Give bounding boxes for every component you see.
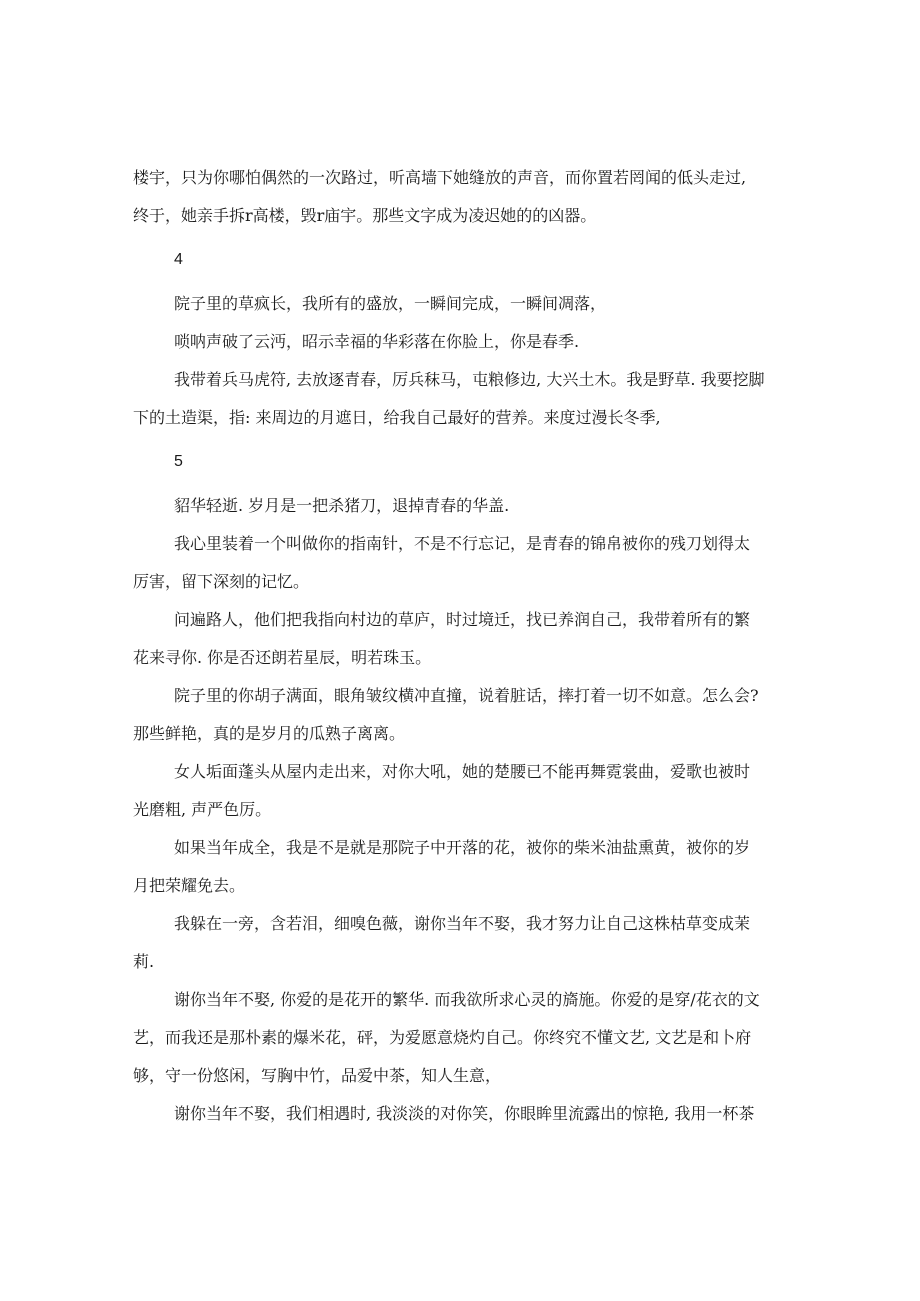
section-number-4: 4	[174, 251, 183, 268]
paragraph-line: 我带着兵马虎符, 去放逐青春，厉兵秣马，屯粮修边, 大兴土木。我是野草. 我要挖脚	[174, 370, 765, 389]
paragraph-line: 我心里装着一个叫做你的指南针，不是不行忘记，是青春的锦帛被你的残刀划得太	[174, 534, 751, 553]
section-number-5: 5	[174, 453, 183, 470]
body-text	[133, 159, 797, 1133]
paragraph-line: 艺，而我还是那朴素的爆米花，砰，为爱愿意烧灼自己。你终究不懂文艺, 文艺是和卜府	[133, 1028, 752, 1047]
paragraph-line: 够，守一份悠闲，写胸中竹，品爱中茶，知人生意，	[133, 1066, 502, 1085]
paragraph-line: 问遍路人，他们把我指向村边的草庐，时过境迁，找已养润自己，我带着所有的繁	[174, 610, 751, 629]
paragraph-line: 唢呐声破了云沔，昭示幸福的华彩落在你脸上，你是春季.	[174, 332, 580, 351]
paragraph-line: 院子里的你胡子满面，眼角皱纹横冲直撞，说着脏话，摔打着一切不如意。怎么会?	[174, 686, 759, 705]
paragraph-line: 月把荣耀免去。	[133, 876, 246, 895]
paragraph-line: 下的土造渠，指: 来周边的月遮日，给我自己最好的营养。来度过漫长冬季,	[133, 408, 661, 427]
paragraph-line: 终于，她亲手拆r高楼，毁r庙宇。那些文字成为凌迟她的的凶器。	[133, 206, 597, 225]
paragraph-line: 女人垢面蓬头从屋内走出来，对你大吼，她的楚腰已不能再舞霓裳曲，爱歌也被时	[174, 762, 751, 781]
paragraph-line: 谢你当年不娶，我们相遇时, 我淡淡的对你笑，你眼眸里流露出的惊艳, 我用一杯茶	[174, 1104, 755, 1123]
paragraph-line: 花来寻你. 你是否还朗若星辰，明若珠玉。	[133, 648, 432, 667]
paragraph-line: 厉害，留下深刻的记忆。	[133, 572, 310, 591]
paragraph-line: 那些鲜艳，真的是岁月的瓜熟子离离。	[133, 724, 406, 743]
paragraph-line: 貂华轻逝. 岁月是一把杀猪刀，退掉青春的华盖.	[174, 496, 510, 515]
paragraph-line: 谢你当年不娶, 你爱的是花开的繁华. 而我欲所求心灵的旖施。你爱的是穿/花衣的文	[174, 990, 760, 1009]
paragraph-line: 如果当年成全，我是不是就是那院子中开落的花，被你的柴米油盐熏黄，被你的岁	[174, 838, 751, 857]
paragraph-line: 莉.	[133, 952, 155, 971]
paragraph-line: 我躲在一旁，含若泪，细嗅色薇，谢你当年不娶，我才努力让自己这株枯草变成茉	[174, 914, 751, 933]
paragraph-line: 光磨粗, 声严色厉。	[133, 800, 272, 819]
paragraph-line: 院子里的草疯长，我所有的盛放，一瞬间完成，一瞬间凋落，	[174, 294, 607, 313]
paragraph-line: 楼宇，只为你哪怕偶然的一次路过，听高墙下她缝放的声音，而你置若罔闻的低头走过,	[133, 168, 747, 187]
